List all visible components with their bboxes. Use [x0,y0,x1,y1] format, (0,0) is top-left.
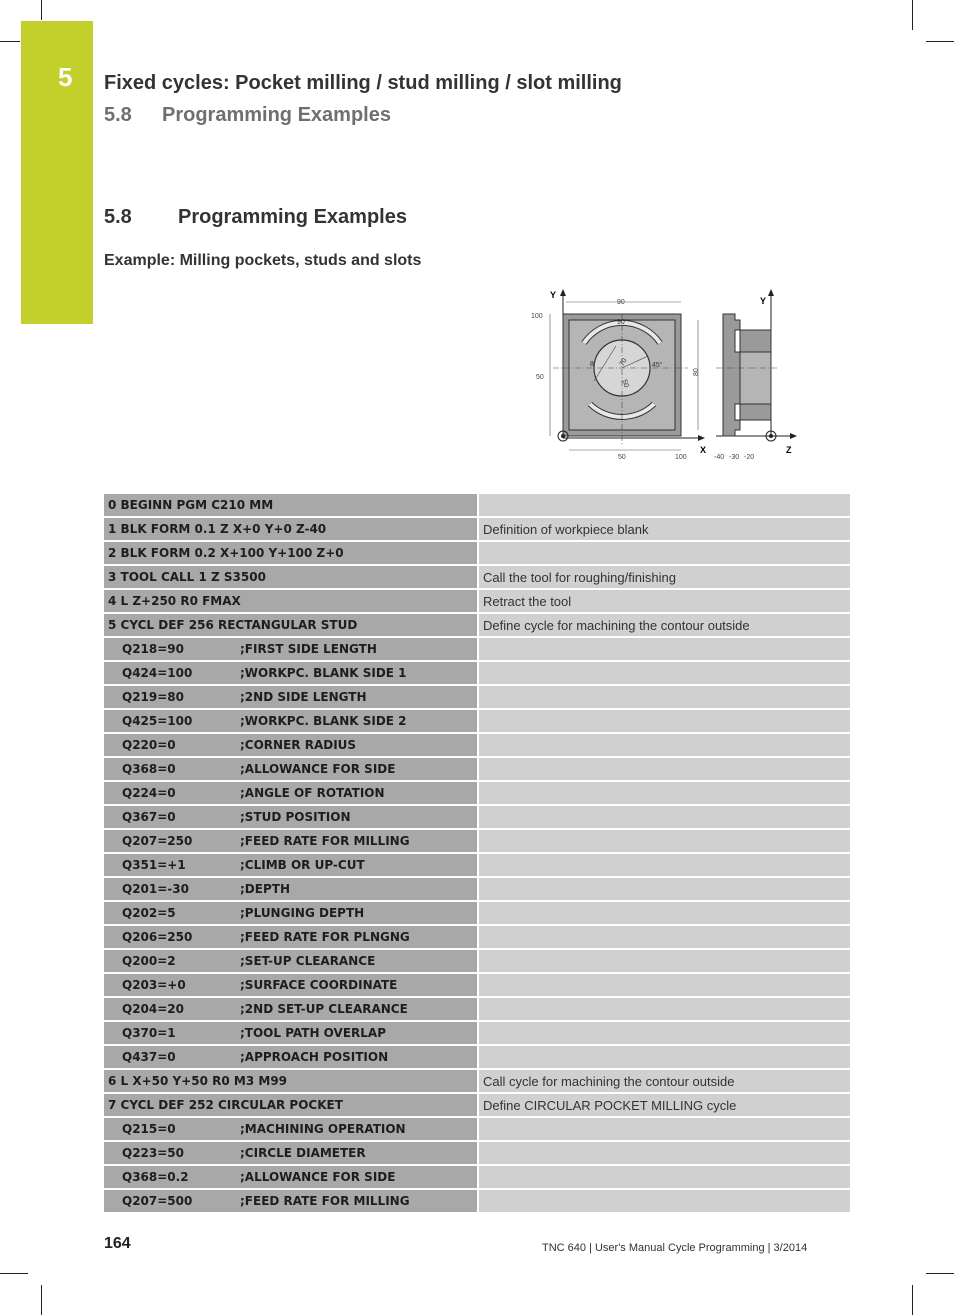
program-row [104,1118,850,1142]
x-axis-label: X [700,445,707,455]
crop-mark [912,0,913,30]
parameter-comment: ;ALLOWANCE FOR SIDE [240,762,396,776]
program-code-cell [104,1166,479,1190]
program-description-cell [479,662,850,686]
parameter-comment: ;CLIMB OR UP-CUT [240,858,365,872]
y-100-label: 100 [531,313,543,320]
cycle-parameter: Q220=0 [122,738,176,752]
parameter-comment: ;STUD POSITION [240,810,351,824]
program-block: 4 L Z+250 R0 FMAX [108,594,241,608]
cycle-parameter: Q201=-30 [122,882,189,896]
parameter-comment: ;2ND SIDE LENGTH [240,690,367,704]
cycle-parameter: Q368=0.2 [122,1170,189,1184]
cycle-parameter: Q215=0 [122,1122,176,1136]
x-50-label: 50 [618,454,626,461]
parameter-comment: ;DEPTH [240,882,290,896]
program-description-cell [479,782,850,806]
program-row [104,686,850,710]
program-block: 6 L X+50 Y+50 R0 M3 M99 [108,1074,288,1088]
program-code-cell [104,542,479,566]
program-row [104,974,850,998]
program-row [104,998,850,1022]
program-code-cell [104,710,479,734]
cycle-parameter: Q367=0 [122,810,176,824]
program-description-cell: Call cycle for machining the contour outside [479,1070,850,1094]
crop-mark [0,1273,28,1274]
page-number: 164 [104,1235,131,1252]
program-description-cell [479,974,850,998]
program-row [104,1022,850,1046]
parameter-comment: ;ANGLE OF ROTATION [240,786,385,800]
program-row [104,1190,850,1214]
dim-8: 8 [590,361,594,368]
program-row [104,854,850,878]
cycle-parameter: Q424=100 [122,666,193,680]
z-minus-40-label: -40 [714,454,725,461]
program-code-cell [104,566,479,590]
parameter-comment: ;MACHINING OPERATION [240,1122,406,1136]
program-block: 1 BLK FORM 0.1 Z X+0 Y+0 Z-40 [108,522,327,536]
program-code-cell [104,782,479,806]
program-block: 3 TOOL CALL 1 Z S3500 [108,570,266,584]
chapter-tab [21,21,93,324]
cycle-parameter: Q437=0 [122,1050,176,1064]
program-description-cell [479,710,850,734]
program-code-cell [104,686,479,710]
cycle-parameter: Q425=100 [122,714,193,728]
program-code-cell [104,1070,479,1094]
program-row [104,662,850,686]
program-row [104,566,850,590]
program-code-cell [104,998,479,1022]
program-code-cell [104,878,479,902]
program-description-cell [479,494,850,518]
program-block: 7 CYCL DEF 252 CIRCULAR POCKET [108,1098,343,1112]
program-block: 5 CYCL DEF 256 RECTANGULAR STUD [108,618,358,632]
running-section-number: 5.8 [104,104,132,126]
dim-80: 80 [693,368,700,376]
program-row [104,950,850,974]
parameter-comment: ;FEED RATE FOR PLNGNG [240,930,410,944]
program-row [104,902,850,926]
program-description-cell: Retract the tool [479,590,850,614]
parameter-comment: ;CORNER RADIUS [240,738,357,752]
parameter-comment: ;PLUNGING DEPTH [240,906,365,920]
program-row [104,614,850,638]
program-code-cell [104,806,479,830]
program-description-cell [479,1022,850,1046]
cycle-parameter: Q207=250 [122,834,193,848]
footer-text: TNC 640 | User's Manual Cycle Programming | 3/2014 [542,1242,808,1254]
program-code-cell [104,1118,479,1142]
program-row [104,926,850,950]
program-row [104,1166,850,1190]
program-row [104,782,850,806]
program-row [104,1070,850,1094]
program-block: 2 BLK FORM 0.2 X+100 Y+100 Z+0 [108,546,344,560]
program-code-cell [104,950,479,974]
y-50-label: 50 [536,374,544,381]
program-description-cell [479,878,850,902]
parameter-comment: ;ALLOWANCE FOR SIDE [240,1170,396,1184]
cycle-parameter: Q203=+0 [122,978,186,992]
running-section-header [104,104,391,127]
program-code-cell [104,1022,479,1046]
z-minus-20-label: -20 [744,454,755,461]
dim-90: 90 [617,299,625,306]
program-code-cell [104,614,479,638]
parameter-comment: ;FEED RATE FOR MILLING [240,834,410,848]
side-view [714,289,797,461]
x-100-label: 100 [675,454,687,461]
program-description-cell [479,734,850,758]
running-section-title: Programming Examples [162,104,391,126]
cycle-parameter: Q219=80 [122,690,185,704]
z-axis-label: Z [786,445,792,455]
program-row [104,1094,850,1118]
program-row [104,590,850,614]
parameter-comment: ;WORKPC. BLANK SIDE 2 [240,714,407,728]
program-description-cell: Definition of workpiece blank [479,518,850,542]
cycle-parameter: Q370=1 [122,1026,176,1040]
section-heading [104,206,504,229]
crop-mark [0,41,20,42]
z-minus-30-label: -30 [729,454,740,461]
program-description-cell: Define CIRCULAR POCKET MILLING cycle [479,1094,850,1118]
program-row [104,1142,850,1166]
program-row [104,1046,850,1070]
chapter-title: Fixed cycles: Pocket milling / stud milling / slot milling [104,72,622,94]
program-description-cell: Call the tool for roughing/finishing [479,566,850,590]
program-block: 0 BEGINN PGM C210 MM [108,498,274,512]
y-axis-side-label: Y [760,296,767,306]
cycle-parameter: Q204=20 [122,1002,185,1016]
workpiece-drawing [528,286,800,466]
dim-90-deg: 90° [617,319,628,326]
crop-mark [926,1273,954,1274]
chapter-number: 5 [58,62,73,92]
cycle-parameter: Q224=0 [122,786,176,800]
nc-program-table [104,494,850,1214]
program-code-cell [104,974,479,998]
program-code-cell [104,494,479,518]
section-title: Programming Examples [178,206,407,228]
parameter-comment: ;SET-UP CLEARANCE [240,954,376,968]
parameter-comment: ;FIRST SIDE LENGTH [240,642,377,656]
parameter-comment: ;2ND SET-UP CLEARANCE [240,1002,408,1016]
program-code-cell [104,518,479,542]
program-description-cell: Define cycle for machining the contour outside [479,614,850,638]
program-row [104,806,850,830]
program-code-cell [104,662,479,686]
crop-mark [912,1285,913,1315]
program-code-cell [104,1190,479,1214]
parameter-comment: ;CIRCLE DIAMETER [240,1146,366,1160]
front-view [531,289,706,461]
program-description-cell [479,926,850,950]
program-description-cell [479,758,850,782]
dim-50-dia: 50 [620,378,630,389]
program-description-cell [479,638,850,662]
program-description-cell [479,830,850,854]
cycle-parameter: Q218=90 [122,642,185,656]
program-description-cell [479,686,850,710]
program-row [104,638,850,662]
cycle-parameter: Q368=0 [122,762,176,776]
crop-mark [41,1285,42,1315]
program-row [104,494,850,518]
parameter-comment: ;SURFACE COORDINATE [240,978,398,992]
program-row [104,758,850,782]
cycle-parameter: Q223=50 [122,1146,185,1160]
program-description-cell [479,998,850,1022]
program-description-cell [479,1190,850,1214]
example-subtitle: Example: Milling pockets, studs and slots [104,252,422,269]
program-code-cell [104,854,479,878]
program-code-cell [104,734,479,758]
program-description-cell [479,1166,850,1190]
cycle-parameter: Q202=5 [122,906,176,920]
program-description-cell [479,950,850,974]
cycle-parameter: Q207=500 [122,1194,193,1208]
program-row [104,518,850,542]
cycle-parameter: Q351=+1 [122,858,186,872]
section-number: 5.8 [104,206,132,228]
program-code-cell [104,902,479,926]
program-row [104,542,850,566]
nc-program-body [104,494,850,1214]
program-row [104,734,850,758]
program-description-cell [479,1046,850,1070]
parameter-comment: ;APPROACH POSITION [240,1050,389,1064]
program-row [104,830,850,854]
program-code-cell [104,590,479,614]
program-row [104,710,850,734]
program-description-cell [479,806,850,830]
dim-70: 70 [618,357,629,368]
program-code-cell [104,1094,479,1118]
parameter-comment: ;FEED RATE FOR MILLING [240,1194,410,1208]
program-description-cell [479,854,850,878]
cycle-parameter: Q200=2 [122,954,176,968]
program-code-cell [104,830,479,854]
program-code-cell [104,758,479,782]
y-axis-label: Y [550,290,557,300]
program-description-cell [479,902,850,926]
program-description-cell [479,1118,850,1142]
program-description-cell [479,542,850,566]
program-description-cell [479,1142,850,1166]
program-code-cell [104,1046,479,1070]
crop-mark [41,0,42,20]
program-code-cell [104,926,479,950]
parameter-comment: ;TOOL PATH OVERLAP [240,1026,386,1040]
cycle-parameter: Q206=250 [122,930,193,944]
program-code-cell [104,638,479,662]
dim-45-deg: 45° [652,362,663,369]
program-row [104,878,850,902]
parameter-comment: ;WORKPC. BLANK SIDE 1 [240,666,407,680]
crop-mark [926,41,954,42]
program-code-cell [104,1142,479,1166]
